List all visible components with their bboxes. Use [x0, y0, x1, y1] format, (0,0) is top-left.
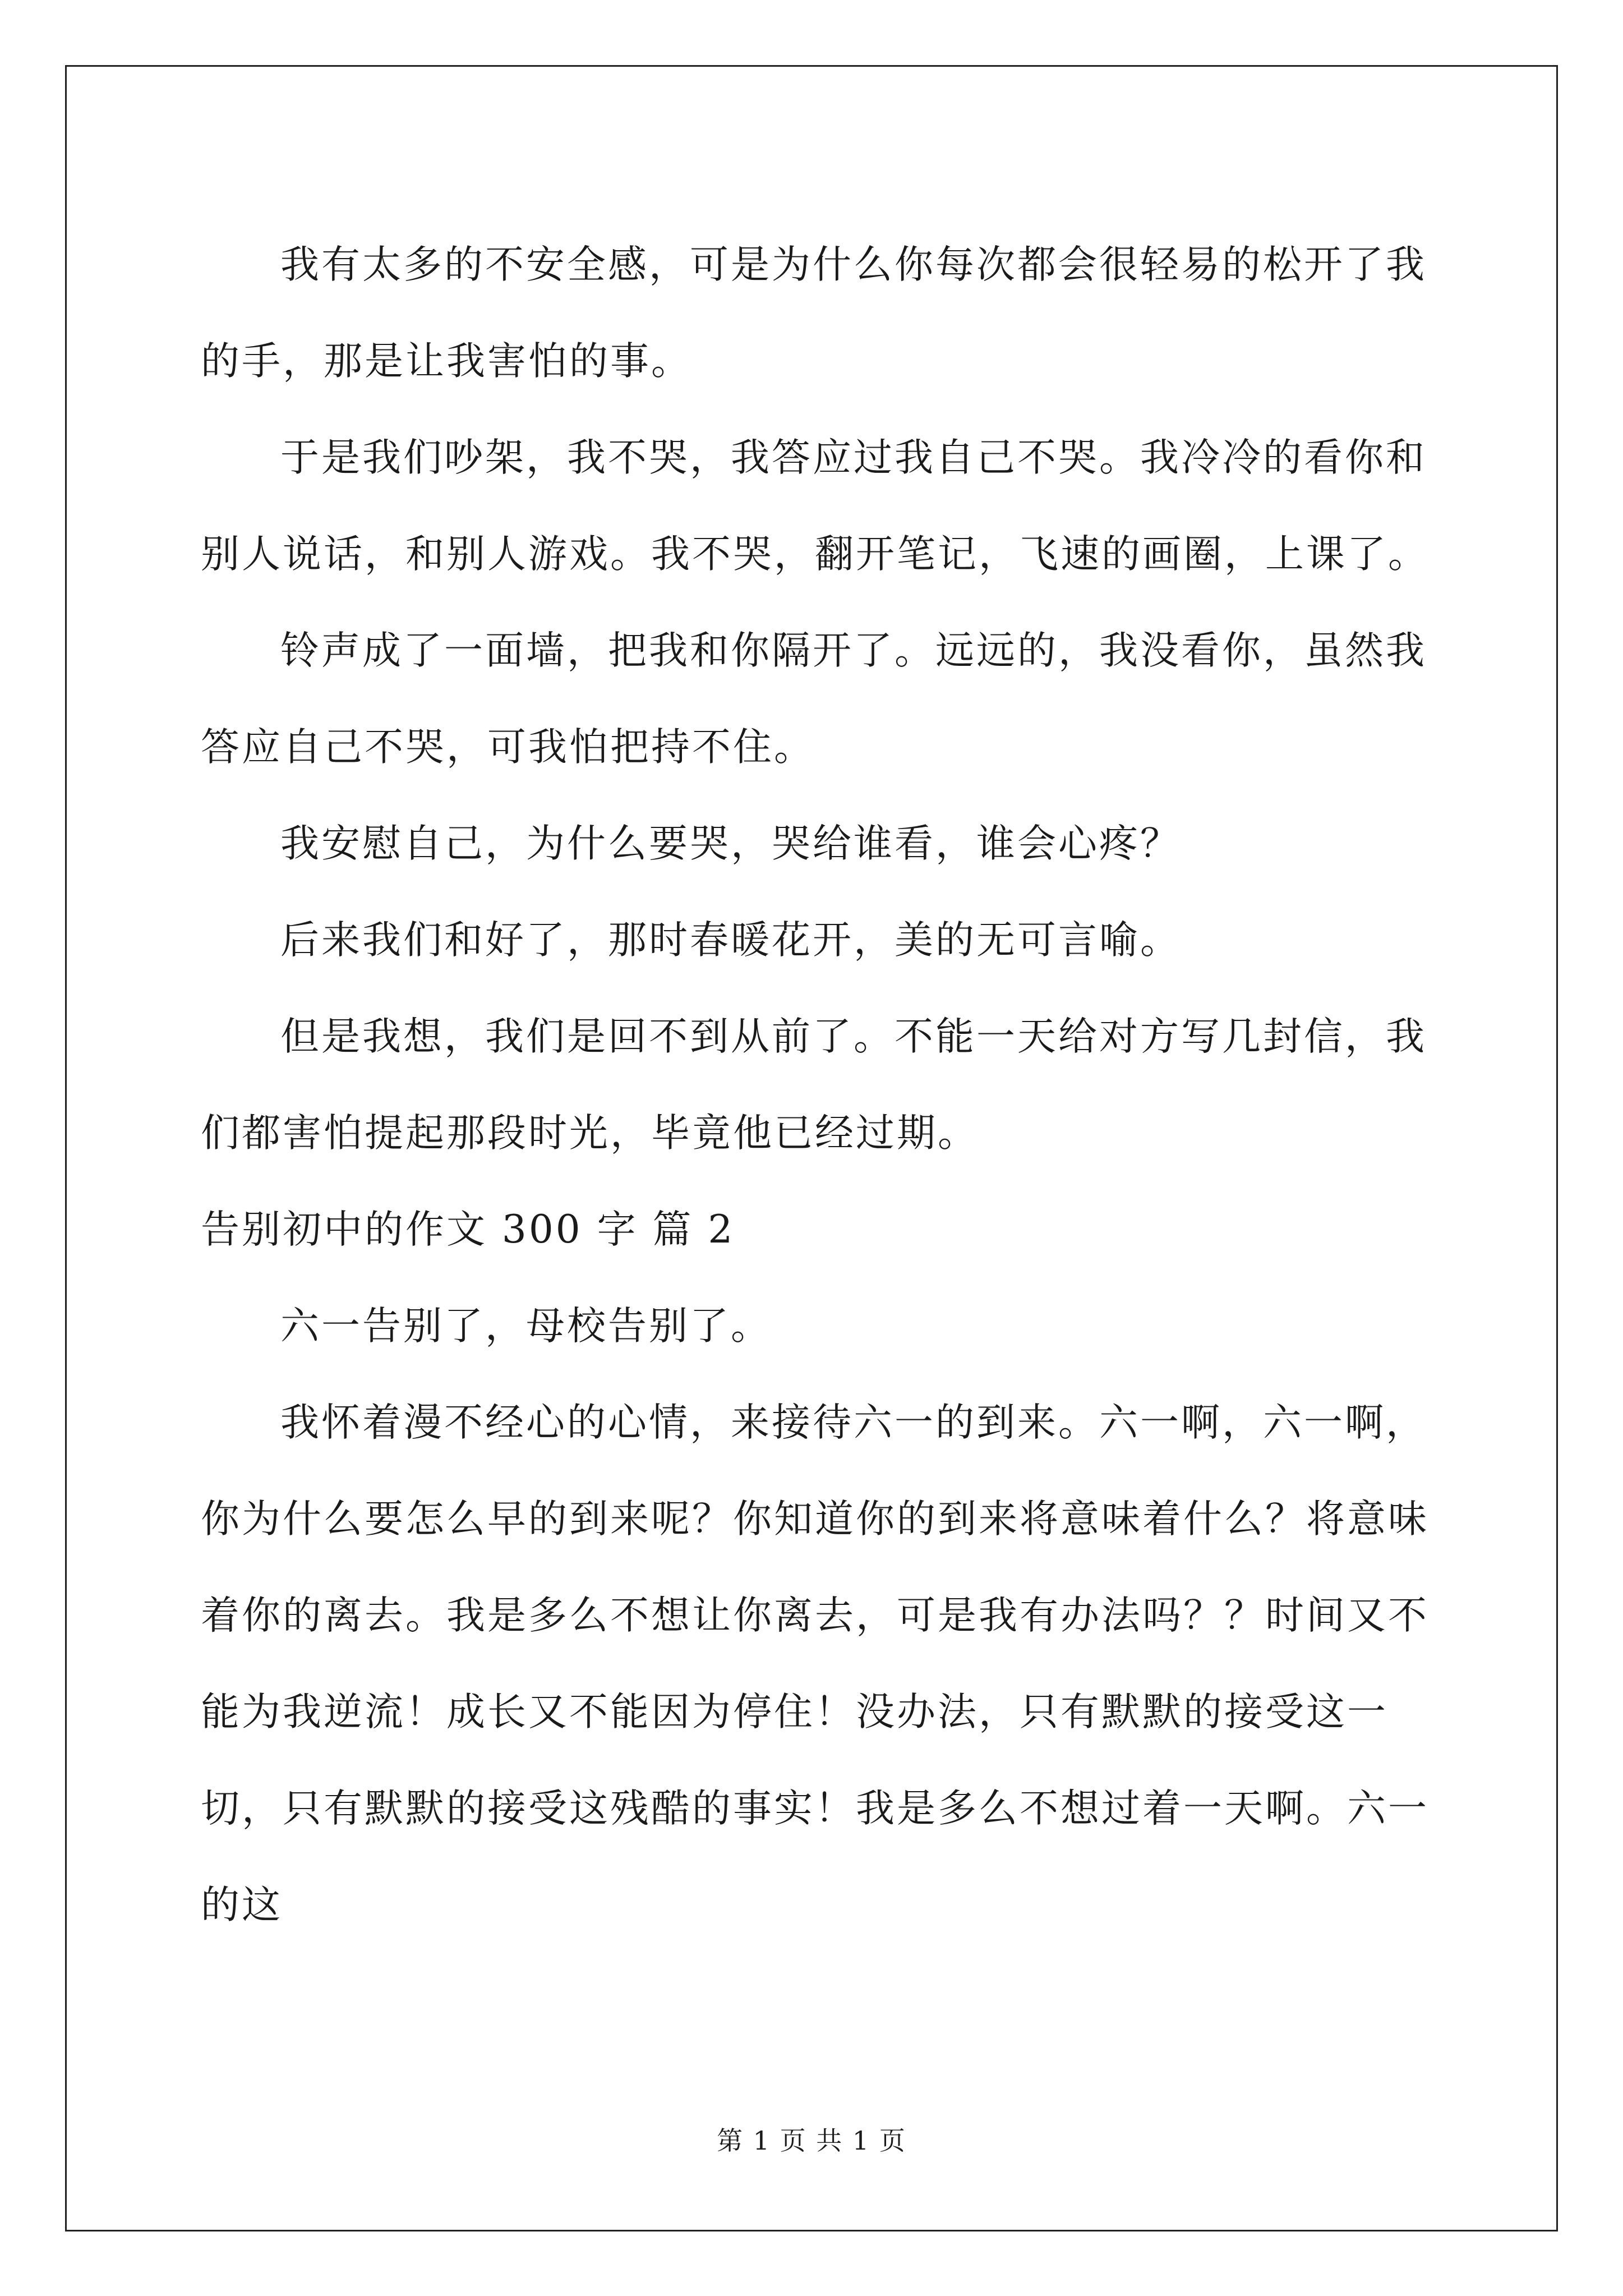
page-footer: 第 1 页 共 1 页 [717, 2125, 906, 2156]
paragraph: 我安慰自己，为什么要哭，哭给谁看，谁会心疼？ [280, 821, 1181, 866]
section-heading: 告别初中的作文 300 字 篇 2 [201, 1207, 735, 1252]
paragraph: 后来我们和好了，那时春暖花开，美的无可言喻。 [280, 918, 1181, 963]
paragraph: 于是我们吵架，我不哭，我答应过我自己不哭。我冷冷的看你和别人说话，和别人游戏。我不哭，翻开笔记，飞速的画圈，上课了。 [201, 435, 1429, 577]
paragraph: 我有太多的不安全感，可是为什么你每次都会很轻易的松开了我的手，那是让我害怕的事。 [201, 242, 1427, 384]
paragraph: 六一告别了，母校告别了。 [280, 1304, 772, 1349]
paragraph: 但是我想，我们是回不到从前了。不能一天给对方写几封信，我们都害怕提起那段时光，毕竟他已经过期。 [201, 1014, 1427, 1156]
paragraph: 铃声成了一面墙，把我和你隔开了。远远的，我没看你，虽然我答应自己不哭，可我怕把持不住。 [201, 628, 1427, 770]
paragraph: 我怀着漫不经心的心情，来接待六一的到来。六一啊，六一啊，你为什么要怎么早的到来呢？你知道你的到来将意味着什么？将意味着你的离去。我是多么不想让你离去，可是我有办法吗？？时间又不能为我逆流！成长又不能因为停住！没办法，只有默默的接受这一切，只有默默的接受这残酷的事实！我是多么不想过着一天啊。六一的这 [201, 1400, 1429, 1927]
document-body [201, 217, 1429, 1953]
